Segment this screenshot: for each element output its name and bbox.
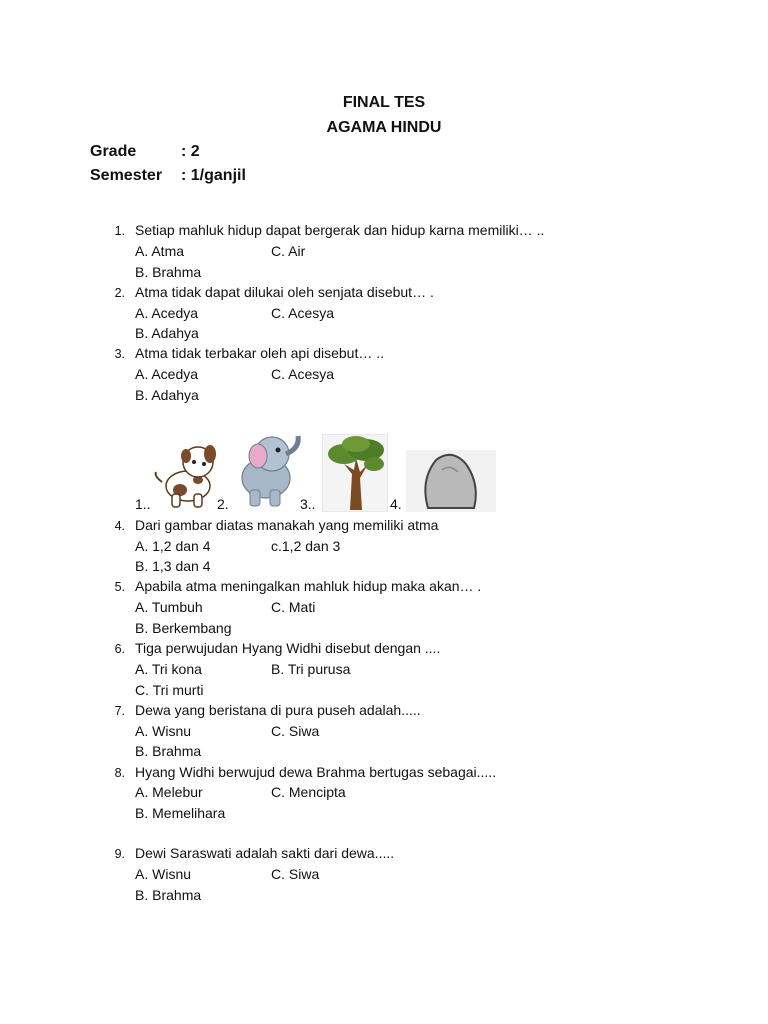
option-c: C. Acesya <box>271 366 335 382</box>
option-b: B. Memelihara <box>135 805 226 821</box>
picture-label-1: 1.. <box>135 496 151 512</box>
option-a: A. Atma <box>135 243 185 259</box>
question-text: Atma tidak dapat dilukai oleh senjata disebut… . <box>135 284 434 300</box>
option-a: A. Acedya <box>135 305 199 321</box>
option-b: B. Berkembang <box>135 620 232 636</box>
option-b: B. Brahma <box>135 743 202 759</box>
option-c: C. Air <box>271 243 306 259</box>
question-number: 6. <box>114 642 125 656</box>
semester-value: : 1/ganjil <box>181 167 246 184</box>
option-a: A. Wisnu <box>135 866 192 882</box>
question-number: 8. <box>114 766 125 780</box>
doc-title: FINAL TES <box>342 94 426 111</box>
question-text: Hyang Widhi berwujud dewa Brahma bertugas sebagai..... <box>135 764 497 780</box>
question-text: Setiap mahluk hidup dapat bergerak dan hidup karna memiliki… .. <box>135 222 545 238</box>
question-number: 1. <box>114 224 125 238</box>
rock-image <box>406 450 496 512</box>
semester-label: Semester <box>90 167 163 184</box>
option-b: B. Adahya <box>135 325 199 341</box>
option-c: C. Siwa <box>271 866 320 882</box>
option-a: A. Melebur <box>135 784 203 800</box>
option-b: B. Tri purusa <box>271 661 351 677</box>
option-c: C. Mati <box>271 599 316 615</box>
question-number: 4. <box>114 519 125 533</box>
grade-label: Grade <box>90 143 137 160</box>
picture-label-3: 3.. <box>300 496 316 512</box>
question-number: 3. <box>114 347 125 361</box>
question-number: 5. <box>114 580 125 594</box>
option-c: C. Tri murti <box>135 682 204 698</box>
option-a: A. Tri kona <box>135 661 202 677</box>
option-a: A. Wisnu <box>135 723 192 739</box>
picture-label-2: 2. <box>217 496 229 512</box>
question-text: Atma tidak terbakar oleh api disebut… .. <box>135 345 385 361</box>
option-a: A. 1,2 dan 4 <box>135 538 211 554</box>
option-c: C. Siwa <box>271 723 320 739</box>
grade-value: : 2 <box>181 143 200 160</box>
option-c: C. Mencipta <box>271 784 346 800</box>
question-text: Apabila atma meningalkan mahluk hidup maka akan… . <box>135 578 482 594</box>
picture-label-4: 4. <box>390 496 402 512</box>
option-c: c.1,2 dan 3 <box>271 538 341 554</box>
question-number: 9. <box>114 847 125 861</box>
doc-subject: AGAMA HINDU <box>326 119 442 136</box>
option-a: A. Tumbuh <box>135 599 203 615</box>
option-b: B. Adahya <box>135 387 199 403</box>
question-text: Dewa yang beristana di pura puseh adalah..... <box>135 702 421 718</box>
elephant-image <box>232 428 304 510</box>
option-b: B. Brahma <box>135 264 202 280</box>
question-text: Dari gambar diatas manakah yang memiliki atma <box>135 517 439 533</box>
puppy-image <box>150 442 220 510</box>
question-number: 7. <box>114 704 125 718</box>
option-b: B. Brahma <box>135 887 202 903</box>
question-text: Tiga perwujudan Hyang Widhi disebut dengan .... <box>135 640 441 656</box>
question-text: Dewi Saraswati adalah sakti dari dewa..... <box>135 845 395 861</box>
option-b: B. 1,3 dan 4 <box>135 558 211 574</box>
tree-image <box>322 434 388 512</box>
option-a: A. Acedya <box>135 366 199 382</box>
question-number: 2. <box>114 286 125 300</box>
option-c: C. Acesya <box>271 305 335 321</box>
